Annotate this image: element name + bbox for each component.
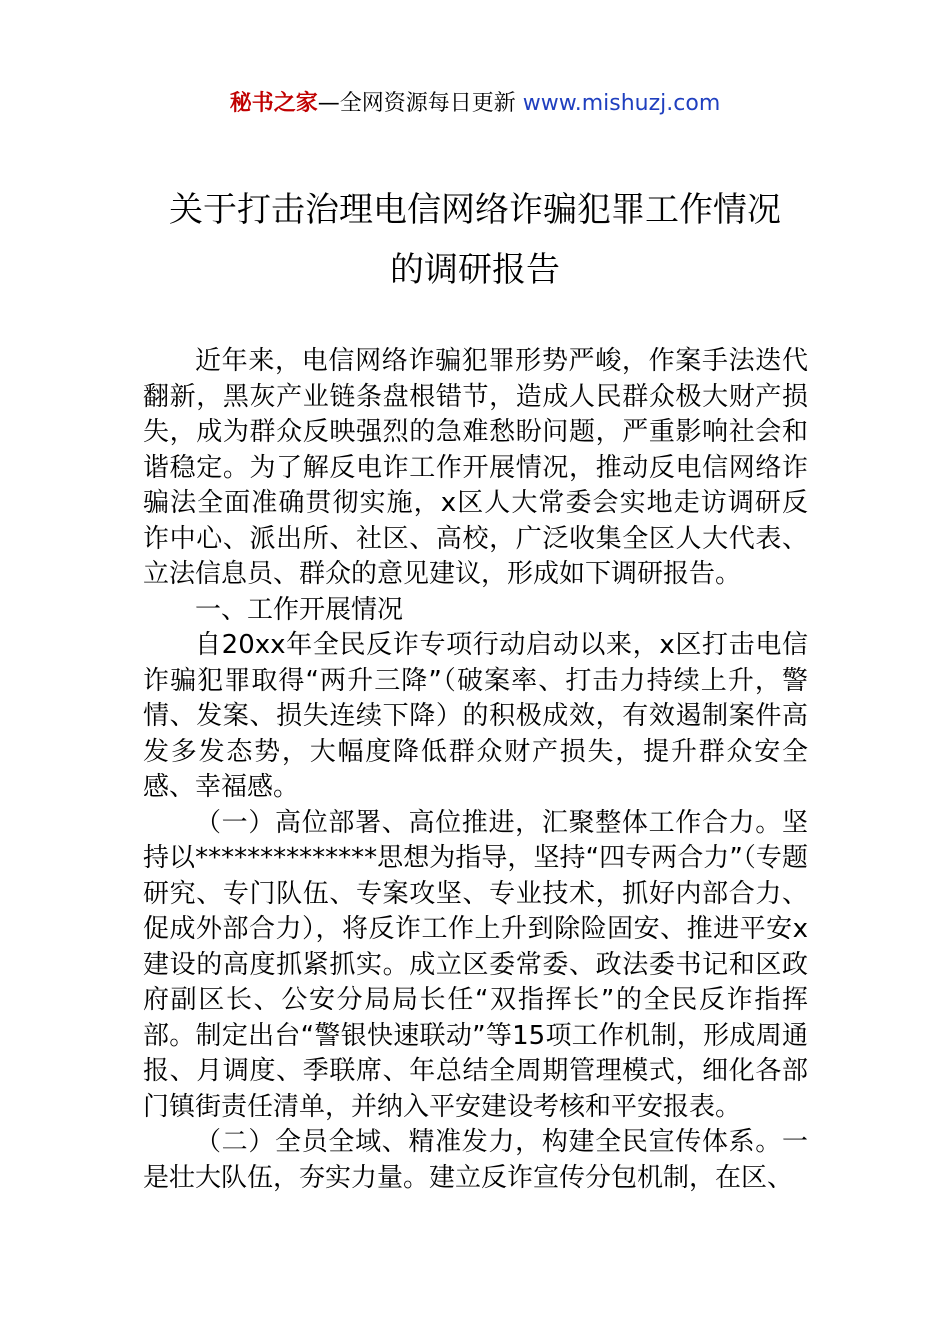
site-url-link[interactable]: www.mishuzj.com — [522, 91, 721, 116]
document-body — [143, 344, 808, 1196]
section-heading: 一、工作开展情况 — [195, 594, 404, 625]
intro-paragraph: 近年来，电信网络诈骗犯罪形势严峻，作案手法迭代翻新，黑灰产业链条盘根错节，造成人民群众极大财产损失，成为群众反映强烈的急难愁盼问题，严重影响社会和谐稳定。为了解反电诈工作开展情况，推动反电信网络诈骗法全面准确贯彻实施，x区人大常委会实地走访调研反诈中心、派出所、社区、高校，广泛收集全区人大代表、立法信息员、群众的意见建议，形成如下调研报告。 — [143, 346, 808, 589]
site-header — [0, 86, 950, 122]
header-tagline: —全网资源每日更新 — [317, 91, 523, 116]
title-line-1: 关于打击治理电信网络诈骗犯罪工作情况 — [169, 190, 781, 230]
brand-name: 秘书之家 — [229, 91, 318, 116]
document-title — [0, 180, 950, 300]
section-paragraph: 自20xx年全民反诈专项行动启动以来，x区打击电信诈骗犯罪取得“两升三降”（破案率、打击力持续上升，警情、发案、损失连续下降）的积极成效，有效遏制案件高发多发态势，大幅度降低群众财产损失，提升群众安全感、幸福感。 — [143, 630, 808, 802]
title-line-2: 的调研报告 — [390, 250, 560, 290]
subsection-paragraph-2: （二）全员全域、精准发力，构建全民宣传体系。一是壮大队伍，夯实力量。建立反诈宣传分包机制，在区、 — [143, 1127, 808, 1193]
subsection-paragraph-1: （一）高位部署、高位推进，汇聚整体工作合力。坚持以**************思想为指导，坚持“四专两合力”（专题研究、专门队伍、专案攻坚、专业技术，抓好内部合力、促成外部合力），将反诈工作上升到除险固安、推进平安x建设的高度抓紧抓实。成立区委常委、政法委书记和区政府副区长、公安分局局长任“双指挥长”的全民反诈指挥部。制定出台“警银快速联动”等15项工作机制，形成周通报、月调度、季联席、年总结全周期管理模式，细化各部门镇街责任清单，并纳入平安建设考核和平安报表。 — [143, 807, 808, 1122]
